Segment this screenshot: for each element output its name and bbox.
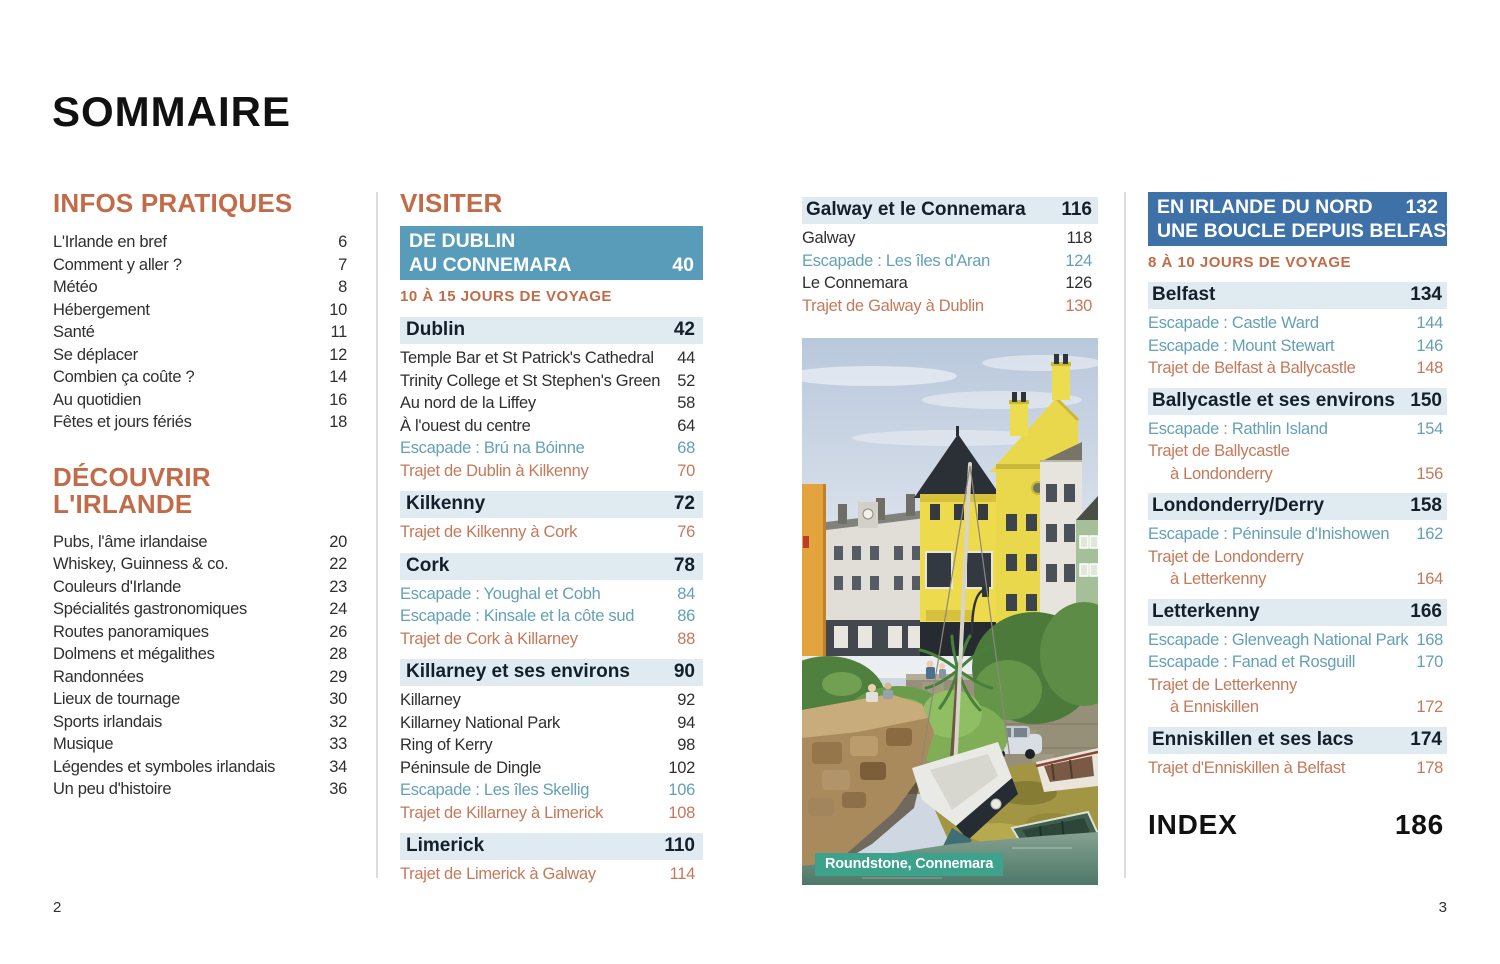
section-title: Cork bbox=[406, 554, 450, 576]
toc-label: Galway bbox=[802, 229, 856, 247]
section-title: Killarney et ses environs bbox=[406, 661, 630, 682]
trip-duration-subtitle: 8 À 10 JOURS DE VOYAGE bbox=[1148, 254, 1352, 271]
toc-entry bbox=[53, 621, 347, 644]
toc-label: Trajet de Dublin à Kilkenny bbox=[400, 461, 589, 480]
toc-entry bbox=[53, 688, 347, 711]
section-title: Galway et le Connemara bbox=[806, 199, 1026, 220]
toc-label: à Letterkenny bbox=[1170, 570, 1267, 588]
section-heading-decouvrir bbox=[53, 461, 347, 519]
toc-page: 34 bbox=[329, 757, 347, 776]
toc-entry bbox=[53, 643, 347, 666]
toc-page: 172 bbox=[1416, 698, 1443, 716]
box-label: DE DUBLIN bbox=[409, 230, 516, 252]
toc-entry-trajet bbox=[1148, 568, 1447, 591]
toc-page: 154 bbox=[1416, 419, 1443, 438]
toc-entry-trajet bbox=[1148, 546, 1447, 569]
toc-page: 106 bbox=[668, 781, 695, 799]
toc-page: 124 bbox=[1065, 251, 1092, 270]
toc-page: 144 bbox=[1416, 314, 1443, 332]
toc-label: Trajet de Kilkenny à Cork bbox=[400, 523, 578, 541]
box-line bbox=[409, 229, 694, 253]
toc-page: 148 bbox=[1416, 359, 1443, 377]
toc-label: Trajet de Belfast à Ballycastle bbox=[1148, 359, 1356, 377]
toc-page: 162 bbox=[1416, 525, 1443, 543]
section-bar-kilkenny bbox=[400, 491, 703, 518]
toc-entry-trajet bbox=[1148, 440, 1447, 463]
toc-label: Escapade : Les îles d'Aran bbox=[802, 251, 990, 270]
toc-page: 11 bbox=[330, 323, 347, 341]
section-page: 158 bbox=[1410, 495, 1442, 516]
toc-label: Trajet de Letterkenny bbox=[1148, 675, 1298, 694]
section-page: 134 bbox=[1410, 284, 1442, 305]
section-title: Limerick bbox=[406, 835, 485, 856]
toc-label: Un peu d'histoire bbox=[53, 780, 172, 798]
section-bar-londonderry bbox=[1148, 493, 1447, 520]
toc-page: 108 bbox=[668, 803, 695, 822]
toc-label: Escapade : Youghal et Cobh bbox=[400, 584, 601, 603]
toc-label: Trajet de Galway à Dublin bbox=[802, 296, 984, 315]
toc-page: 164 bbox=[1416, 570, 1443, 588]
toc-label: Spécialités gastronomiques bbox=[53, 600, 247, 618]
toc-page: 102 bbox=[668, 758, 695, 777]
toc-entry bbox=[53, 321, 347, 344]
toc-label: Comment y aller ? bbox=[53, 255, 182, 274]
toc-label: Ring of Kerry bbox=[400, 736, 493, 754]
column-irlande-du-nord bbox=[1148, 190, 1459, 841]
toc-label: Escapade : Péninsule d'Inishowen bbox=[1148, 525, 1390, 543]
toc-entry bbox=[400, 734, 703, 757]
section-bar-dublin bbox=[400, 317, 703, 344]
toc-entry-escapade bbox=[400, 437, 703, 460]
toc-entry-trajet bbox=[1148, 757, 1447, 780]
column-galway bbox=[802, 197, 1098, 885]
toc-page: 16 bbox=[329, 390, 347, 409]
section-bar-letterkenny bbox=[1148, 599, 1447, 626]
section-page: 150 bbox=[1410, 389, 1442, 411]
section-page: 166 bbox=[1410, 600, 1442, 622]
toc-page: 10 bbox=[329, 300, 347, 319]
page-title: SOMMAIRE bbox=[52, 88, 291, 135]
section-bar-enniskillen bbox=[1148, 727, 1447, 754]
toc-entry-trajet bbox=[1148, 696, 1447, 719]
toc-label: Trajet d'Enniskillen à Belfast bbox=[1148, 758, 1346, 777]
trip-duration-subtitle: 10 À 15 JOURS DE VOYAGE bbox=[400, 288, 612, 305]
toc-page: 14 bbox=[329, 368, 347, 386]
toc-page: 52 bbox=[677, 371, 695, 390]
toc-entry-trajet bbox=[400, 802, 703, 825]
toc-page: 118 bbox=[1066, 229, 1092, 247]
toc-entry bbox=[53, 411, 347, 434]
toc-entry-escapade bbox=[1148, 312, 1447, 335]
toc-entry bbox=[53, 254, 347, 277]
toc-entry bbox=[400, 757, 703, 780]
box-page: 132 bbox=[1405, 196, 1438, 218]
toc-entry-escapade bbox=[400, 583, 703, 606]
toc-entry bbox=[400, 370, 703, 393]
index-entry bbox=[1148, 809, 1447, 841]
box-line bbox=[1157, 195, 1438, 219]
toc-label: Escapade : Brú na Bóinne bbox=[400, 439, 585, 457]
toc-label: À l'ouest du centre bbox=[400, 416, 531, 435]
toc-entry bbox=[53, 598, 347, 621]
section-page: 90 bbox=[673, 661, 695, 682]
toc-entry-escapade bbox=[802, 250, 1098, 273]
section-heading-visiter: VISITER bbox=[400, 188, 503, 218]
toc-label: Killarney bbox=[400, 691, 461, 709]
toc-page: 68 bbox=[677, 439, 695, 457]
toc-label: à Enniskillen bbox=[1170, 698, 1259, 716]
toc-label: Se déplacer bbox=[53, 345, 138, 364]
toc-page: 20 bbox=[329, 532, 347, 551]
toc-entry bbox=[53, 733, 347, 756]
column-visiter bbox=[400, 190, 703, 886]
section-title: Londonderry/Derry bbox=[1152, 495, 1325, 516]
section-page: 174 bbox=[1410, 728, 1442, 750]
photo-roundstone-connemara bbox=[802, 338, 1098, 885]
toc-entry bbox=[802, 272, 1098, 295]
toc-label: Randonnées bbox=[53, 667, 144, 686]
toc-entry-escapade bbox=[1148, 418, 1447, 441]
section-title: Enniskillen et ses lacs bbox=[1152, 728, 1354, 750]
toc-entry bbox=[53, 778, 347, 801]
toc-page: 29 bbox=[329, 667, 347, 686]
column-infos-pratiques bbox=[53, 190, 347, 801]
toc-entry-trajet bbox=[1148, 357, 1447, 380]
index-label: INDEX bbox=[1148, 809, 1238, 840]
toc-label: Couleurs d'Irlande bbox=[53, 577, 181, 596]
toc-label: Escapade : Castle Ward bbox=[1148, 314, 1319, 332]
toc-label: Santé bbox=[53, 323, 95, 341]
toc-page: 84 bbox=[677, 584, 695, 603]
toc-page: 114 bbox=[669, 865, 695, 883]
toc-entry-trajet bbox=[1148, 463, 1447, 486]
toc-page: 6 bbox=[338, 233, 347, 251]
toc-label: Escapade : Les îles Skellig bbox=[400, 781, 590, 799]
toc-page: 86 bbox=[677, 607, 695, 625]
section-page: 116 bbox=[1061, 199, 1092, 220]
section-page: 110 bbox=[664, 835, 695, 856]
section-title: Letterkenny bbox=[1152, 600, 1260, 622]
toc-entry bbox=[53, 389, 347, 412]
box-page: 40 bbox=[672, 254, 694, 276]
toc-page: 88 bbox=[677, 629, 695, 648]
toc-page: 98 bbox=[677, 736, 695, 754]
toc-page: 168 bbox=[1416, 630, 1443, 649]
toc-label: Trajet de Londonderry bbox=[1148, 547, 1304, 566]
toc-page: 94 bbox=[677, 713, 695, 732]
toc-entry bbox=[53, 756, 347, 779]
toc-entry bbox=[53, 344, 347, 367]
toc-entry bbox=[53, 276, 347, 299]
toc-label: Combien ça coûte ? bbox=[53, 368, 195, 386]
toc-label: Temple Bar et St Patrick's Cathedral bbox=[400, 349, 654, 367]
toc-page: 22 bbox=[329, 555, 347, 573]
toc-page: 146 bbox=[1416, 336, 1443, 355]
toc-page: 36 bbox=[329, 780, 347, 798]
toc-page: 23 bbox=[329, 577, 347, 596]
section-title: Dublin bbox=[406, 319, 466, 340]
photo-caption: Roundstone, Connemara bbox=[815, 853, 1003, 876]
toc-entry-escapade bbox=[400, 779, 703, 802]
toc-label: Pubs, l'âme irlandaise bbox=[53, 532, 208, 551]
toc-label: Sports irlandais bbox=[53, 712, 162, 731]
toc-page: 156 bbox=[1416, 464, 1443, 483]
page-number-left: 2 bbox=[53, 899, 62, 916]
toc-entry-trajet bbox=[802, 295, 1098, 318]
toc-entry bbox=[400, 689, 703, 712]
toc-label: Trajet de Killarney à Limerick bbox=[400, 803, 604, 822]
toc-page: 32 bbox=[329, 712, 347, 731]
toc-page: 44 bbox=[677, 349, 695, 367]
section-bar-limerick bbox=[400, 833, 703, 860]
toc-page: 70 bbox=[677, 461, 695, 480]
toc-entry bbox=[53, 576, 347, 599]
toc-entry-escapade bbox=[1148, 335, 1447, 358]
toc-entry bbox=[53, 231, 347, 254]
section-bar-belfast bbox=[1148, 282, 1447, 309]
toc-label: Escapade : Mount Stewart bbox=[1148, 336, 1335, 355]
page-number-right: 3 bbox=[1438, 899, 1447, 916]
toc-label: Musique bbox=[53, 735, 114, 753]
section-page: 72 bbox=[673, 493, 695, 514]
toc-page: 178 bbox=[1416, 758, 1443, 777]
toc-entry-trajet bbox=[400, 521, 703, 544]
toc-page: 33 bbox=[329, 735, 347, 753]
box-line bbox=[409, 253, 694, 277]
section-title: Ballycastle et ses environs bbox=[1152, 389, 1395, 411]
toc-page: 26 bbox=[329, 622, 347, 641]
toc-label: Escapade : Rathlin Island bbox=[1148, 419, 1328, 438]
toc-entry-trajet bbox=[400, 628, 703, 651]
toc-label: Trajet de Ballycastle bbox=[1148, 442, 1290, 460]
toc-entry-escapade bbox=[1148, 629, 1447, 652]
toc-label: Légendes et symboles irlandais bbox=[53, 757, 276, 776]
toc-entry bbox=[53, 711, 347, 734]
toc-page: 126 bbox=[1065, 274, 1092, 292]
toc-entry bbox=[53, 666, 347, 689]
section-bar-cork bbox=[400, 553, 703, 580]
toc-label: Hébergement bbox=[53, 300, 150, 319]
toc-label: Trajet de Cork à Killarney bbox=[400, 629, 578, 648]
toc-entry bbox=[400, 415, 703, 438]
section-page: 42 bbox=[673, 319, 695, 340]
photo-illustration bbox=[802, 338, 1098, 885]
toc-entry bbox=[400, 392, 703, 415]
section-page: 78 bbox=[673, 554, 695, 576]
toc-page: 8 bbox=[338, 278, 347, 296]
toc-page: 28 bbox=[329, 645, 347, 663]
toc-entry bbox=[802, 227, 1098, 250]
toc-entry-escapade bbox=[1148, 651, 1447, 674]
box-label: AU CONNEMARA bbox=[409, 254, 572, 276]
section-bar-killarney bbox=[400, 659, 703, 686]
photo-quay bbox=[802, 683, 934, 879]
toc-label: Le Connemara bbox=[802, 274, 908, 292]
toc-entry bbox=[53, 299, 347, 322]
toc-entry-trajet bbox=[400, 863, 703, 886]
toc-page: 30 bbox=[329, 690, 347, 708]
toc-label: Dolmens et mégalithes bbox=[53, 645, 215, 663]
toc-label: Whiskey, Guinness & co. bbox=[53, 555, 229, 573]
toc-page: 18 bbox=[329, 413, 347, 431]
toc-entry bbox=[53, 531, 347, 554]
toc-entry-escapade bbox=[400, 605, 703, 628]
toc-entry-trajet bbox=[1148, 674, 1447, 697]
toc-page: 130 bbox=[1065, 296, 1092, 315]
toc-label: Escapade : Glenveagh National Park bbox=[1148, 630, 1409, 649]
box-label: EN IRLANDE DU NORD bbox=[1157, 196, 1373, 218]
toc-entry bbox=[400, 712, 703, 735]
box-line bbox=[1157, 219, 1459, 243]
itinerary-box-dublin-connemara bbox=[400, 226, 703, 280]
toc-page: 12 bbox=[329, 345, 347, 364]
index-page: 186 bbox=[1394, 809, 1444, 840]
toc-entry-escapade bbox=[1148, 523, 1447, 546]
section-heading-infos-pratiques: INFOS PRATIQUES bbox=[53, 188, 293, 218]
toc-label: Météo bbox=[53, 278, 98, 296]
toc-label: à Londonderry bbox=[1170, 464, 1273, 483]
column-divider bbox=[1124, 192, 1126, 878]
toc-page: 76 bbox=[677, 523, 695, 541]
toc-page: 58 bbox=[677, 394, 695, 412]
itinerary-box-irlande-du-nord bbox=[1148, 192, 1459, 246]
toc-label: Trajet de Limerick à Galway bbox=[400, 865, 596, 883]
heading-line: L'IRLANDE bbox=[53, 488, 193, 519]
toc-label: Au nord de la Liffey bbox=[400, 394, 536, 412]
column-divider bbox=[376, 192, 378, 878]
toc-page: 92 bbox=[677, 691, 695, 709]
toc-entry bbox=[53, 366, 347, 389]
toc-label: Escapade : Fanad et Rosguill bbox=[1148, 653, 1356, 671]
section-title: Kilkenny bbox=[406, 493, 486, 514]
toc-label: Fêtes et jours fériés bbox=[53, 413, 192, 431]
toc-label: Lieux de tournage bbox=[53, 690, 181, 708]
toc-entry-trajet bbox=[400, 460, 703, 483]
toc-label: Péninsule de Dingle bbox=[400, 758, 542, 777]
section-title: Belfast bbox=[1152, 284, 1216, 305]
toc-entry bbox=[53, 553, 347, 576]
toc-label: Au quotidien bbox=[53, 390, 142, 409]
toc-label: Trinity College et St Stephen's Green bbox=[400, 371, 661, 390]
toc-label: Escapade : Kinsale et la côte sud bbox=[400, 607, 635, 625]
toc-page: 64 bbox=[677, 416, 695, 435]
toc-label: Killarney National Park bbox=[400, 713, 561, 732]
toc-page: 24 bbox=[329, 600, 347, 618]
section-bar-ballycastle bbox=[1148, 388, 1447, 415]
box-label: UNE BOUCLE DEPUIS BELFAST bbox=[1157, 220, 1459, 242]
section-bar-galway bbox=[802, 197, 1098, 224]
toc-entry bbox=[400, 347, 703, 370]
toc-page: 170 bbox=[1416, 653, 1443, 671]
toc-page: 7 bbox=[338, 255, 347, 274]
heading-line: DÉCOUVRIR bbox=[53, 461, 211, 492]
toc-label: Routes panoramiques bbox=[53, 622, 209, 641]
toc-label: L'Irlande en bref bbox=[53, 233, 167, 251]
